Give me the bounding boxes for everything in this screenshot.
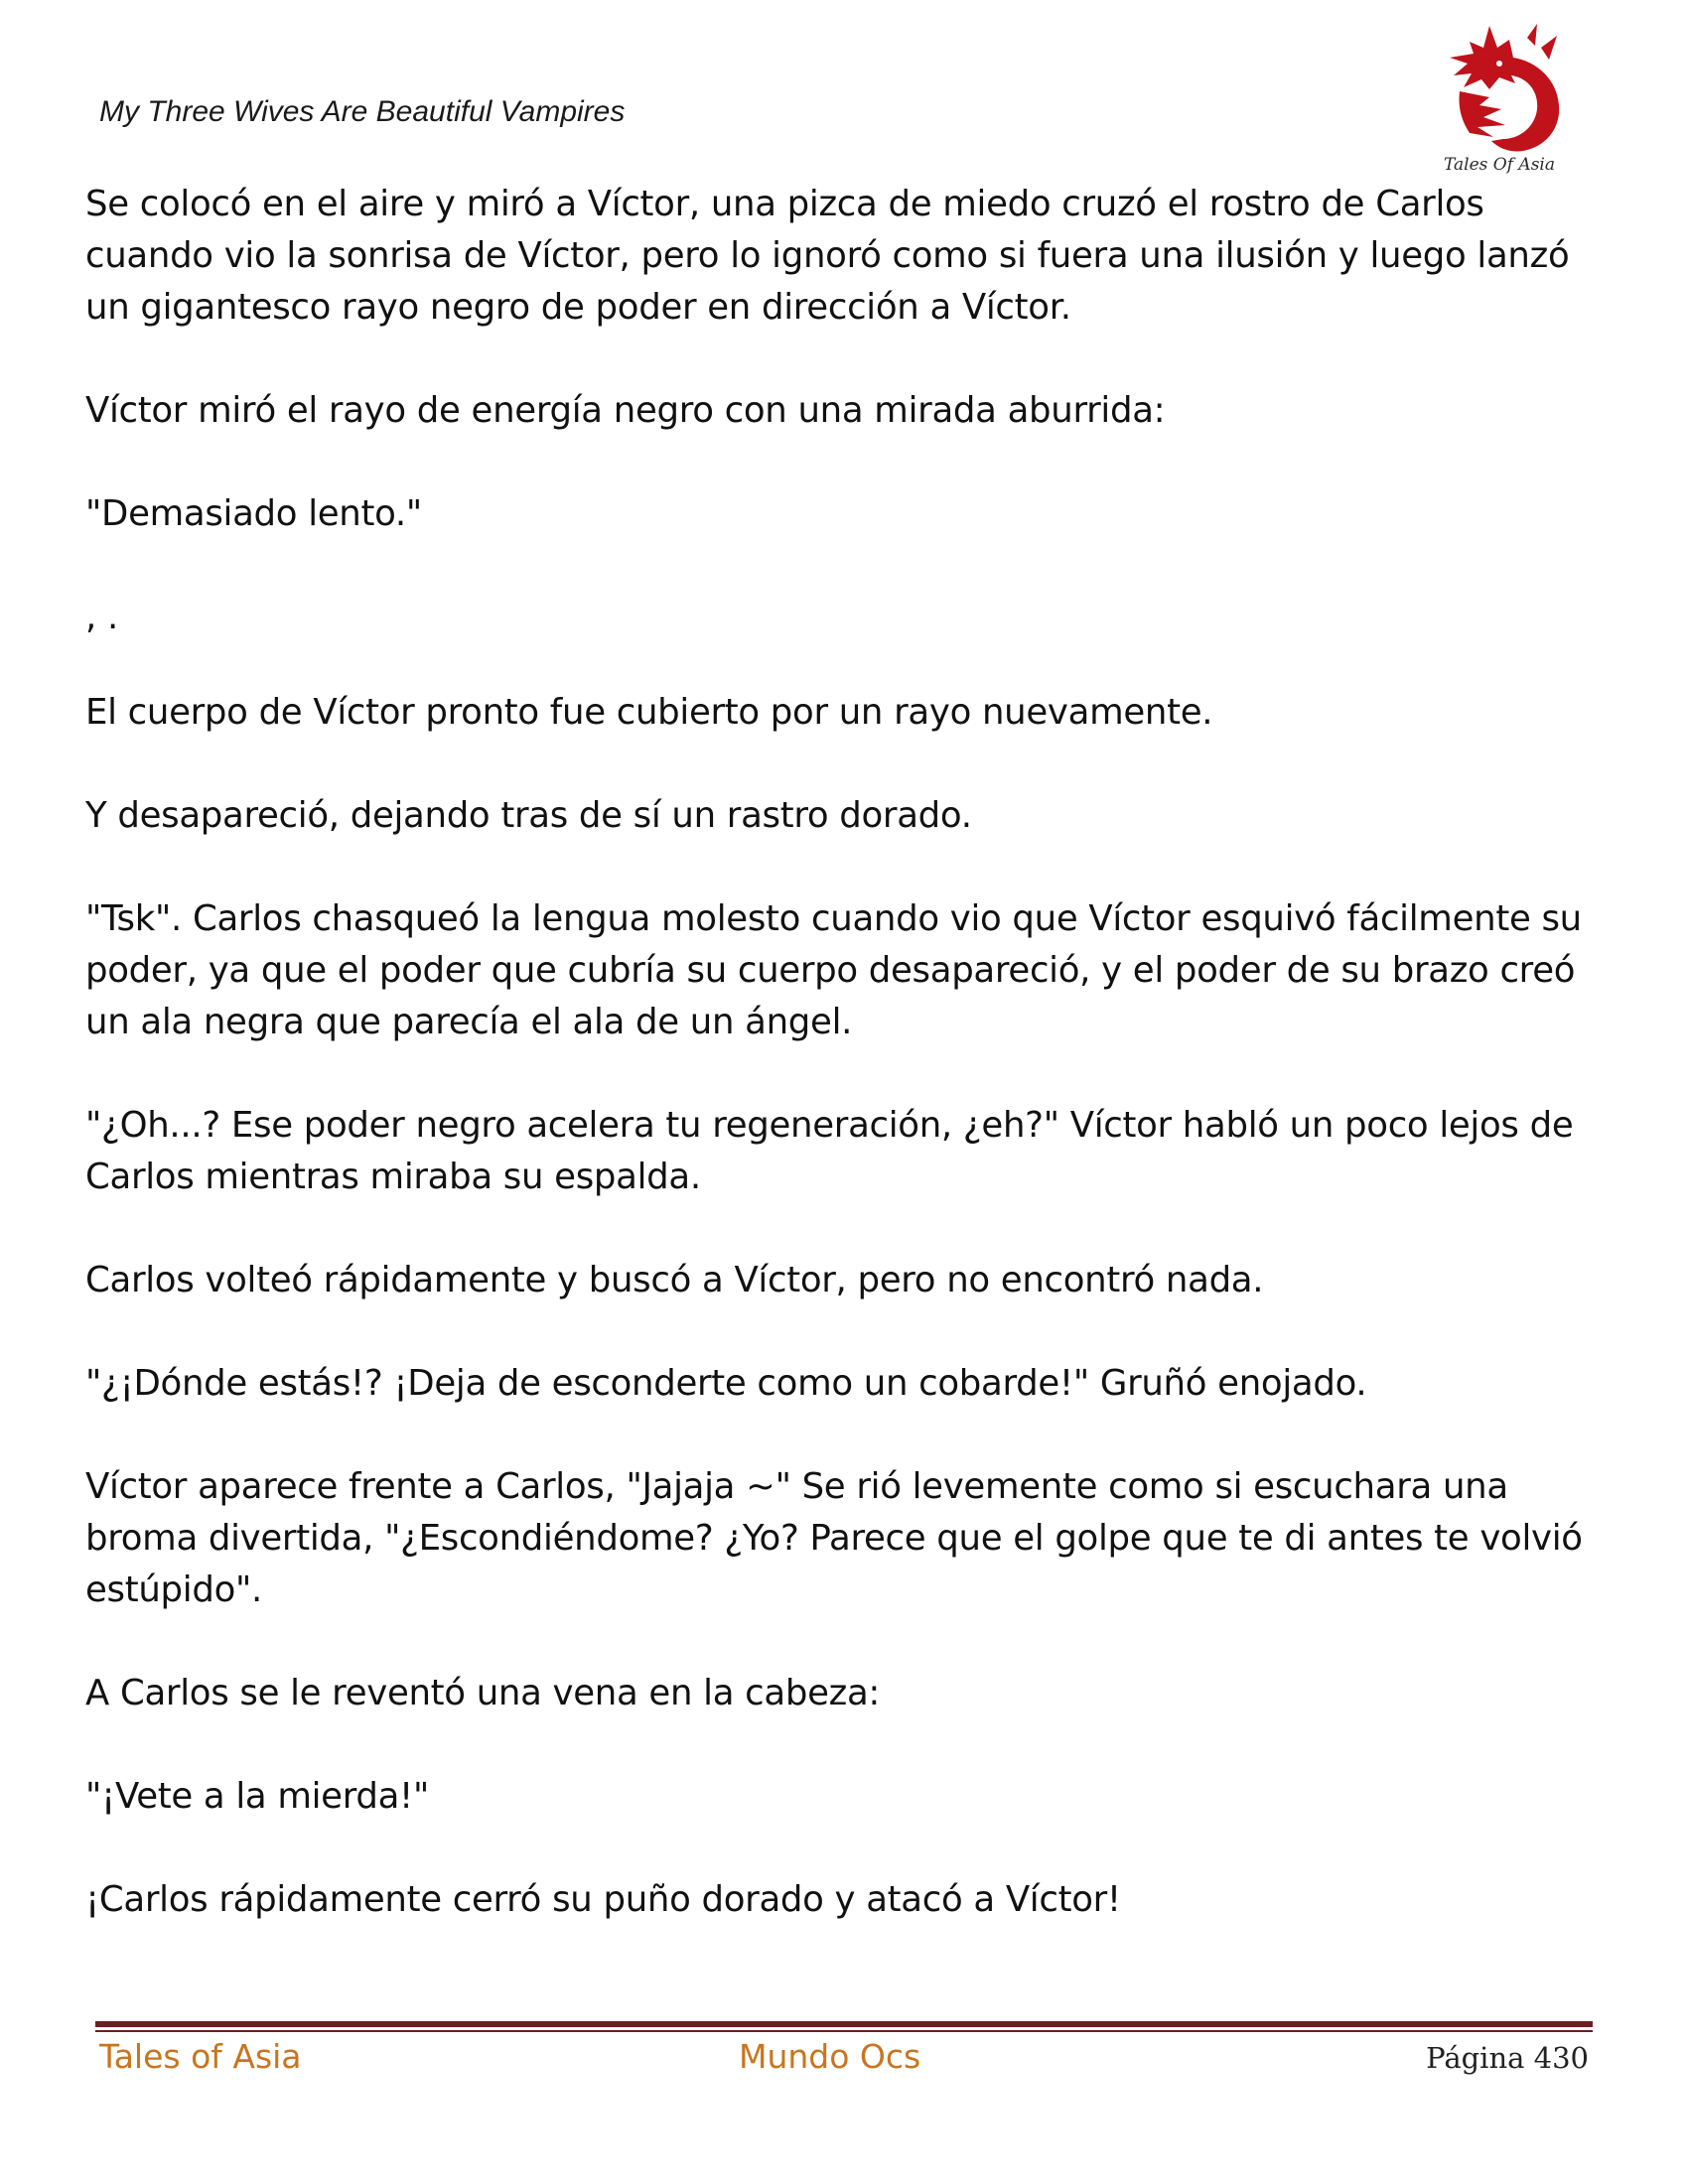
tales-of-asia-logo — [1420, 18, 1579, 187]
chapter-body — [85, 179, 1615, 1978]
paragraph: Víctor aparece frente a Carlos, "Jajaja ~" Se rió levemente como si escuchara una broma divertida, "¿Escondiéndome? ¿Yo? Parece que el golpe que te di antes te volvió estúpido". — [85, 1466, 1583, 1610]
running-header-title: My Three Wives Are Beautiful Vampires — [99, 95, 626, 128]
paragraph: Víctor miró el rayo de energía negro con una mirada aburrida: — [85, 390, 1166, 431]
paragraph: Carlos volteó rápidamente y buscó a Víctor, pero no encontró nada. — [85, 1260, 1264, 1300]
paragraph: "¿Oh...? Ese poder negro acelera tu regeneración, ¿eh?" Víctor habló un poco lejos de Carlos mientras miraba su espalda. — [85, 1105, 1574, 1197]
paragraph: Se colocó en el aire y miró a Víctor, una pizca de miedo cruzó el rostro de Carlos cuando vio la sonrisa de Víctor, pero lo ignoró como si fuera una ilusión y luego lanzó un gigantesco rayo negro de poder en dirección a Víctor. — [85, 184, 1570, 328]
paragraph: "¡Vete a la mierda!" — [85, 1776, 430, 1817]
paragraph: Y desapareció, dejando tras de sí un rastro dorado. — [85, 795, 972, 836]
paragraph: "¿¡Dónde estás!? ¡Deja de esconderte como un cobarde!" Gruñó enojado. — [85, 1363, 1367, 1404]
paragraph: ¡Carlos rápidamente cerró su puño dorado y atacó a Víctor! — [85, 1879, 1121, 1920]
paragraph: , . — [85, 597, 118, 637]
page-number: Página 430 — [1426, 2041, 1589, 2075]
footer-source: Mundo Ocs — [739, 2037, 921, 2076]
paragraph: "Tsk". Carlos chasqueó la lengua molesto cuando vio que Víctor esquivó fácilmente su poder, ya que el poder que cubría su cuerpo desapareció, y el poder de su brazo creó un ala negra que parecía el ala de un ángel. — [85, 898, 1582, 1042]
paragraph: "Demasiado lento." — [85, 493, 422, 534]
footer-rule-thin — [95, 2030, 1593, 2032]
paragraph: A Carlos se le reventó una vena en la cabeza: — [85, 1673, 881, 1713]
dragon-icon — [1420, 18, 1579, 167]
footer-publisher: Tales of Asia — [99, 2037, 302, 2076]
paragraph: El cuerpo de Víctor pronto fue cubierto por un rayo nuevamente. — [85, 692, 1213, 733]
footer-rule — [95, 2021, 1593, 2027]
logo-caption: Tales Of Asia — [1444, 155, 1555, 175]
